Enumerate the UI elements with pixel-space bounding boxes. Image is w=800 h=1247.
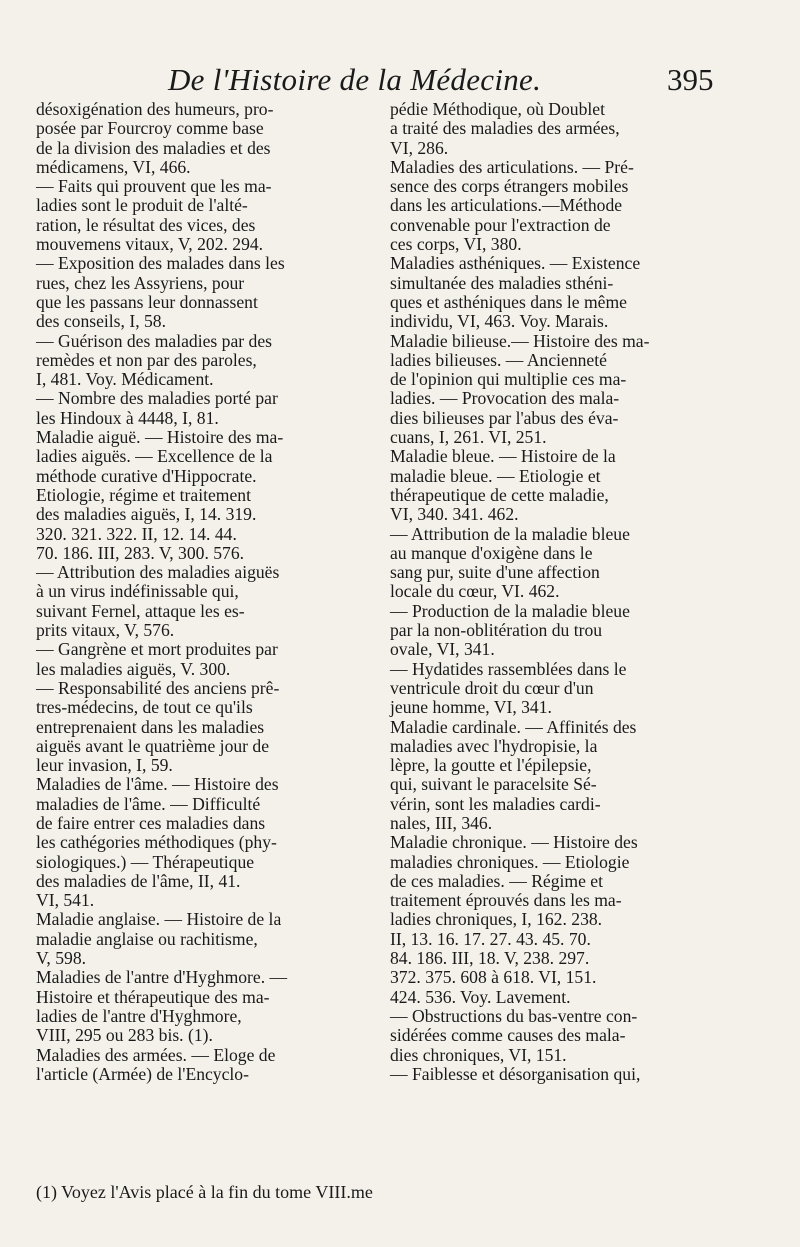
text-line: Maladies de l'antre d'Hyghmore. —: [36, 967, 288, 988]
text-line: sidérées comme causes des mala-: [390, 1025, 626, 1046]
text-line: — Attribution de la maladie bleue: [390, 523, 630, 544]
text-line: — Gangrène et mort produites par: [36, 639, 278, 660]
right-column: [390, 100, 724, 1084]
text-line: VI, 541.: [36, 890, 95, 911]
text-line: VIII, 295 ou 283 bis. (1).: [36, 1025, 213, 1046]
text-line: dies chroniques, VI, 151.: [390, 1044, 567, 1065]
text-line: médicamens, VI, 466.: [36, 156, 191, 177]
text-line: nales, III, 346.: [390, 812, 493, 833]
text-line: par la non-oblitération du trou: [390, 620, 603, 641]
text-line: méthode curative d'Hippocrate.: [36, 465, 257, 486]
text-line: aiguës avant le quatrième jour de: [36, 735, 270, 756]
text-line: 70. 186. III, 283. V, 300. 576.: [36, 542, 245, 563]
text-line: II, 13. 16. 17. 27. 43. 45. 70.: [390, 928, 591, 949]
text-line: ques et asthéniques dans le même: [390, 291, 627, 312]
text-line: ladies de l'antre d'Hyghmore,: [36, 1005, 242, 1026]
text-line: Etiologie, régime et traitement: [36, 484, 251, 505]
text-line: 372. 375. 608 à 618. VI, 151.: [390, 967, 597, 988]
page-title: De l'Histoire de la Médecine.: [168, 62, 542, 97]
text-line: de ces maladies. — Régime et: [390, 870, 604, 891]
text-line: des maladies aiguës, I, 14. 319.: [36, 504, 257, 525]
text-line: siologiques.) — Thérapeutique: [36, 851, 255, 872]
text-line: Maladie anglaise. — Histoire de la: [36, 909, 282, 930]
text-line: — Responsabilité des anciens prê-: [36, 677, 280, 698]
text-line: — Nombre des maladies porté par: [36, 388, 278, 409]
text-line: les Hindoux à 4448, I, 81.: [36, 407, 219, 428]
text-line: prits vitaux, V, 576.: [36, 620, 175, 641]
text-line: sence des corps étrangers mobiles: [390, 176, 629, 197]
text-line: traitement éprouvés dans les ma-: [390, 890, 622, 911]
text-line: Maladies de l'âme. — Histoire des: [36, 774, 279, 795]
text-line: Maladies asthéniques. — Existence: [390, 253, 641, 274]
text-line: Maladie cardinale. — Affinités des: [390, 716, 637, 737]
text-line: VI, 286.: [390, 137, 449, 158]
text-line: de la division des maladies et des: [36, 137, 271, 158]
text-line: remèdes et non par des paroles,: [36, 349, 257, 370]
text-line: — Guérison des maladies par des: [36, 330, 272, 351]
text-line: individu, VI, 463. Voy. Marais.: [390, 311, 609, 332]
text-line: maladie bleue. — Etiologie et: [390, 465, 601, 486]
text-line: ladies. — Provocation des mala-: [390, 388, 620, 409]
text-line: 424. 536. Voy. Lavement.: [390, 986, 571, 1007]
text-line: thérapeutique de cette maladie,: [390, 484, 609, 505]
text-line: que les passans leur donnassent: [36, 291, 258, 312]
text-line: suivant Fernel, attaque les es-: [36, 600, 245, 621]
text-line: I, 481. Voy. Médicament.: [36, 369, 214, 390]
text-line: leur invasion, I, 59.: [36, 755, 173, 776]
text-line: simultanée des maladies sthéni-: [390, 272, 614, 293]
text-line: cuans, I, 261. VI, 251.: [390, 427, 547, 448]
text-line: — Faiblesse et désorganisation qui,: [390, 1063, 641, 1084]
text-line: Histoire et thérapeutique des ma-: [36, 986, 270, 1007]
page-number: 395: [667, 62, 714, 97]
text-line: vérin, sont les maladies cardi-: [390, 793, 601, 814]
text-line: dans les articulations.—Méthode: [390, 195, 623, 216]
left-column: [36, 100, 366, 1084]
text-line: — Production de la maladie bleue: [390, 600, 630, 621]
text-line: Maladie aiguë. — Histoire des ma-: [36, 427, 284, 448]
text-line: — Hydatides rassemblées dans le: [390, 658, 627, 679]
text-line: maladie anglaise ou rachitisme,: [36, 928, 258, 949]
text-line: — Exposition des malades dans les: [36, 253, 285, 274]
text-line: a traité des maladies des armées,: [390, 118, 620, 139]
text-line: les cathégories méthodiques (phy-: [36, 832, 277, 853]
footnote: (1) Voyez l'Avis placé à la fin du tome VIII.me: [36, 1182, 373, 1202]
text-line: qui, suivant le paracelsite Sé-: [390, 774, 597, 795]
text-line: ladies chroniques, I, 162. 238.: [390, 909, 603, 930]
text-line: les maladies aiguës, V. 300.: [36, 658, 231, 679]
text-line: Maladie bilieuse.— Histoire des ma-: [390, 330, 650, 351]
text-line: maladies chroniques. — Etiologie: [390, 851, 630, 872]
text-line: tres-médecins, de tout ce qu'ils: [36, 697, 253, 718]
text-line: dies bilieuses par l'abus des éva-: [390, 407, 619, 428]
text-line: ration, le résultat des vices, des: [36, 214, 256, 235]
text-line: Maladie chronique. — Histoire des: [390, 832, 638, 853]
text-line: jeune homme, VI, 341.: [390, 697, 552, 718]
text-line: Maladie bleue. — Histoire de la: [390, 446, 616, 467]
text-line: ladies bilieuses. — Ancienneté: [390, 349, 607, 370]
text-line: Maladies des articulations. — Pré-: [390, 156, 634, 177]
text-line: ovale, VI, 341.: [390, 639, 495, 660]
text-line: ces corps, VI, 380.: [390, 234, 522, 255]
text-line: ladies sont le produit de l'alté-: [36, 195, 248, 216]
text-line: de l'opinion qui multiplie ces ma-: [390, 369, 627, 390]
text-line: 84. 186. III, 18. V, 238. 297.: [390, 948, 590, 969]
text-line: pédie Méthodique, où Doublet: [390, 99, 605, 119]
text-line: l'article (Armée) de l'Encyclo-: [36, 1063, 249, 1084]
text-line: VI, 340. 341. 462.: [390, 504, 519, 525]
text-line: Maladies des armées. — Eloge de: [36, 1044, 276, 1065]
text-line: — Faits qui prouvent que les ma-: [36, 176, 272, 197]
text-line: — Obstructions du bas-ventre con-: [390, 1005, 638, 1026]
text-line: à un virus indéfinissable qui,: [36, 581, 239, 602]
text-line: au manque d'oxigène dans le: [390, 542, 593, 563]
text-line: sang pur, suite d'une affection: [390, 562, 600, 583]
text-line: de faire entrer ces maladies dans: [36, 812, 266, 833]
text-line: mouvemens vitaux, V, 202. 294.: [36, 234, 264, 255]
text-line: ladies aiguës. — Excellence de la: [36, 446, 273, 467]
text-line: 320. 321. 322. II, 12. 14. 44.: [36, 523, 237, 544]
text-line: lèpre, la goutte et l'épilepsie,: [390, 755, 592, 776]
text-line: ventricule droit du cœur d'un: [390, 677, 594, 698]
text-line: — Attribution des maladies aiguës: [36, 562, 280, 583]
text-line: V, 598.: [36, 948, 87, 969]
text-line: convenable pour l'extraction de: [390, 214, 611, 235]
text-line: des conseils, I, 58.: [36, 311, 166, 332]
text-line: des maladies de l'âme, II, 41.: [36, 870, 241, 891]
text-line: rues, chez les Assyriens, pour: [36, 272, 245, 293]
text-line: posée par Fourcroy comme base: [36, 118, 264, 139]
text-line: maladies avec l'hydropisie, la: [390, 735, 598, 756]
text-line: entreprenaient dans les maladies: [36, 716, 265, 737]
text-line: maladies de l'âme. — Difficulté: [36, 793, 261, 814]
text-line: locale du cœur, VI. 462.: [390, 581, 560, 602]
text-line: désoxigénation des humeurs, pro-: [36, 99, 274, 119]
